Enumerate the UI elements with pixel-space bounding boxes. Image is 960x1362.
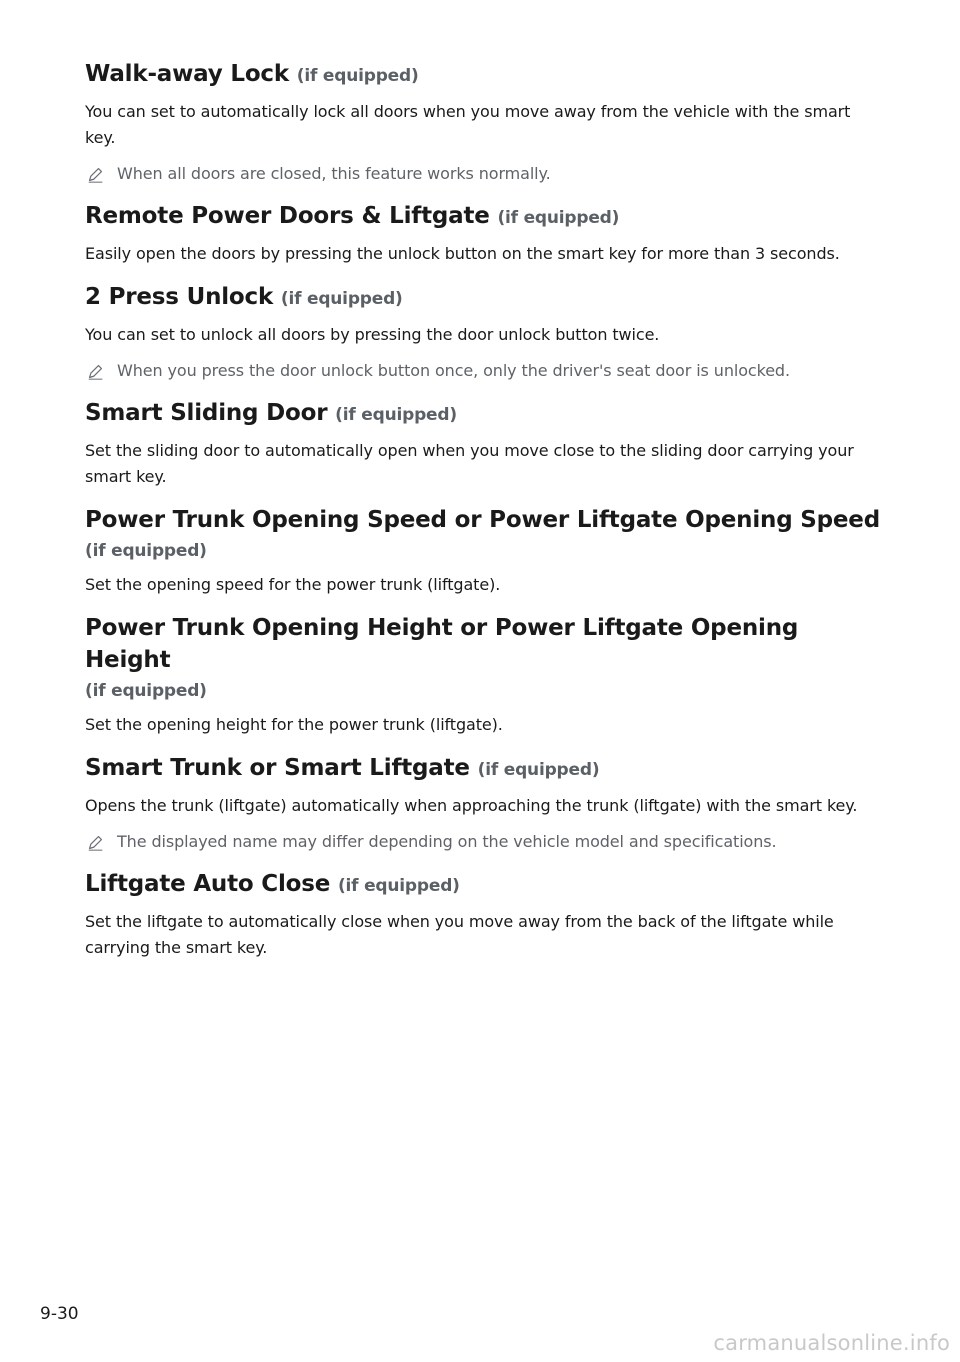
section-title: Smart Sliding Door [85, 400, 328, 426]
section-body: You can set to automatically lock all doors when you move away from the vehicle with the smart key. [85, 102, 851, 147]
section-heading [85, 612, 885, 705]
section-title: Smart Trunk or Smart Liftgate [85, 755, 470, 781]
section-title: Remote Power Doors & Liftgate [85, 203, 490, 229]
equipped-label: (if equipped) [335, 405, 457, 425]
section-liftgate-auto-close [85, 868, 885, 961]
section-body: Set the opening speed for the power trunk (liftgate). [85, 575, 501, 594]
section-heading [85, 752, 885, 786]
section-body: Opens the trunk (liftgate) automatically when approaching the trunk (liftgate) with the smart key. [85, 796, 858, 815]
equipped-label: (if equipped) [296, 66, 419, 86]
section-2-press-unlock [85, 281, 885, 383]
section-body: You can set to unlock all doors by pressing the door unlock button twice. [85, 325, 660, 344]
equipped-label: (if equipped) [477, 760, 600, 780]
section-remote-power-doors [85, 200, 885, 267]
section-title: Power Trunk Opening Speed or Power Liftgate Opening Speed [85, 507, 880, 533]
pencil-icon [87, 834, 104, 851]
pencil-icon [87, 363, 104, 380]
section-body: Set the opening height for the power trunk (liftgate). [85, 715, 503, 734]
note-text: When you press the door unlock button once, only the driver's seat door is unlocked. [117, 361, 790, 380]
section-body: Set the liftgate to automatically close when you move away from the back of the liftgate while carrying the smart key. [85, 912, 834, 957]
note [85, 359, 885, 383]
section-heading [85, 868, 885, 902]
section-smart-sliding-door [85, 397, 885, 490]
note [85, 162, 885, 186]
note-text: The displayed name may differ depending on the vehicle model and specifications. [117, 832, 777, 851]
section-power-trunk-opening-height [85, 612, 885, 738]
note [85, 830, 885, 854]
equipped-label: (if equipped) [337, 876, 460, 896]
section-heading [85, 504, 885, 565]
equipped-label: (if equipped) [280, 289, 403, 309]
section-heading [85, 397, 885, 431]
section-title: Walk-away Lock [85, 61, 289, 87]
section-title: Power Trunk Opening Height or Power Liftgate Opening Height [85, 615, 799, 673]
section-body: Set the sliding door to automatically open when you move close to the sliding door carrying your smart key. [85, 441, 854, 486]
equipped-label: (if equipped) [85, 681, 207, 701]
equipped-label: (if equipped) [85, 541, 207, 561]
section-smart-trunk [85, 752, 885, 854]
section-title: Liftgate Auto Close [85, 871, 331, 897]
section-heading [85, 58, 885, 92]
pencil-icon [87, 166, 104, 183]
page-number: 9-30 [40, 1304, 79, 1324]
section-heading [85, 200, 885, 234]
note-text: When all doors are closed, this feature works normally. [117, 164, 551, 183]
section-heading [85, 281, 885, 315]
watermark: carmanualsonline.info [713, 1331, 950, 1355]
equipped-label: (if equipped) [497, 208, 620, 228]
section-body: Easily open the doors by pressing the unlock button on the smart key for more than 3 seconds. [85, 244, 840, 263]
section-walk-away-lock [85, 58, 885, 186]
section-title: 2 Press Unlock [85, 284, 274, 310]
manual-page-content [85, 58, 885, 961]
section-power-trunk-opening-speed [85, 504, 885, 598]
